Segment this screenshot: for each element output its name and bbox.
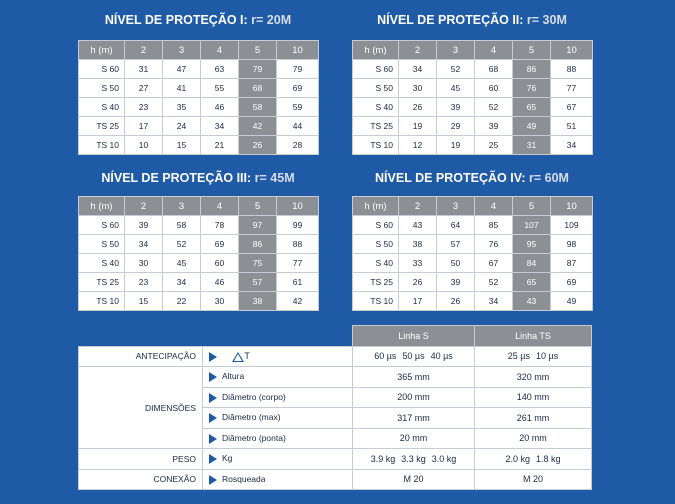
spec-value: 3.9 kg xyxy=(370,453,396,464)
table-row xyxy=(353,79,593,98)
table-cell: 39 xyxy=(437,273,475,292)
table-row xyxy=(79,292,319,311)
table-cell: 31 xyxy=(125,60,163,79)
table-cell: 95 xyxy=(513,235,551,254)
table-row xyxy=(79,235,319,254)
table-cell: 15 xyxy=(125,292,163,311)
column-header-value: 4 xyxy=(201,197,239,216)
table-cell: 30 xyxy=(201,292,239,311)
table-header-row xyxy=(79,41,319,60)
table-cell: 65 xyxy=(513,273,551,292)
table-cell: 12 xyxy=(399,136,437,155)
play-triangle-icon xyxy=(209,454,217,464)
spec-row-altura xyxy=(79,367,592,388)
level-4-title-text: NÍVEL DE PROTEÇÃO IV: xyxy=(375,171,526,185)
spec-row-peso xyxy=(79,449,592,470)
table-cell: 17 xyxy=(399,292,437,311)
table-cell: 15 xyxy=(163,136,201,155)
table-cell: 34 xyxy=(475,292,513,311)
table-cell: 50 xyxy=(437,254,475,273)
table-row xyxy=(79,136,319,155)
table-cell: 107 xyxy=(513,216,551,235)
level-4-title xyxy=(352,171,592,185)
table-cell: 30 xyxy=(399,79,437,98)
spec-diametro-corpo-ts: 140 mm xyxy=(475,387,592,408)
table-cell: 77 xyxy=(551,79,593,98)
spec-col-linha-ts: Linha TS xyxy=(475,326,592,347)
table-cell: 43 xyxy=(513,292,551,311)
spec-diametro-max-s: 317 mm xyxy=(353,408,475,429)
table-cell: 58 xyxy=(239,98,277,117)
spec-diametro-max-ts: 261 mm xyxy=(475,408,592,429)
level-2-radius: r= 30M xyxy=(526,13,567,27)
level-4-radius: r= 60M xyxy=(529,171,569,185)
table-cell: 77 xyxy=(277,254,319,273)
spec-param-label: Rosqueada xyxy=(222,473,266,484)
spec-header-row xyxy=(79,326,592,347)
level-2-title-text: NÍVEL DE PROTEÇÃO II: xyxy=(377,13,524,27)
table-cell: 27 xyxy=(125,79,163,98)
table-cell: 76 xyxy=(513,79,551,98)
table-cell: 34 xyxy=(551,136,593,155)
spec-param-diametro-max xyxy=(203,408,353,429)
table-row xyxy=(353,60,593,79)
column-header-value: 3 xyxy=(163,197,201,216)
table-cell: 26 xyxy=(437,292,475,311)
spec-value: 25 µs xyxy=(507,351,530,362)
level-2-title xyxy=(352,13,592,27)
row-label: S 40 xyxy=(353,254,399,273)
table-cell: 79 xyxy=(277,60,319,79)
table-cell: 46 xyxy=(201,273,239,292)
table-cell: 57 xyxy=(239,273,277,292)
column-header-value: 2 xyxy=(125,197,163,216)
table-cell: 45 xyxy=(437,79,475,98)
play-triangle-icon xyxy=(209,413,217,423)
row-label: TS 10 xyxy=(353,292,399,311)
spec-peso-s xyxy=(353,449,475,470)
table-cell: 88 xyxy=(551,60,593,79)
table-cell: 42 xyxy=(277,292,319,311)
spec-blank-cell xyxy=(203,326,353,347)
table-cell: 28 xyxy=(277,136,319,155)
column-header-value: 2 xyxy=(399,41,437,60)
row-label: TS 10 xyxy=(353,136,399,155)
table-cell: 63 xyxy=(201,60,239,79)
spec-param-label: Kg xyxy=(222,453,233,464)
level-1-table xyxy=(78,40,319,155)
spec-param-altura xyxy=(203,367,353,388)
column-header-height: h (m) xyxy=(353,41,399,60)
spec-value: 3.3 kg xyxy=(401,453,426,464)
column-header-value: 5 xyxy=(513,41,551,60)
table-cell: 26 xyxy=(399,98,437,117)
row-label: S 50 xyxy=(79,235,125,254)
table-cell: 67 xyxy=(551,98,593,117)
table-row xyxy=(79,273,319,292)
table-cell: 69 xyxy=(551,273,593,292)
table-cell: 34 xyxy=(125,235,163,254)
table-cell: 85 xyxy=(475,216,513,235)
table-cell: 88 xyxy=(277,235,319,254)
spec-value: 60 µs xyxy=(374,351,397,362)
column-header-value: 10 xyxy=(551,41,593,60)
column-header-value: 10 xyxy=(277,197,319,216)
column-header-value: 2 xyxy=(125,41,163,60)
spec-diametro-ponta-s: 20 mm xyxy=(353,428,475,449)
column-header-height: h (m) xyxy=(79,41,125,60)
play-triangle-icon xyxy=(209,475,217,485)
table-cell: 68 xyxy=(475,60,513,79)
table-cell: 34 xyxy=(163,273,201,292)
table-cell: 52 xyxy=(475,273,513,292)
level-1-title-text: NÍVEL DE PROTEÇÃO I: xyxy=(104,13,248,27)
table-cell: 23 xyxy=(125,98,163,117)
column-header-value: 2 xyxy=(399,197,437,216)
table-row xyxy=(353,98,593,117)
table-cell: 87 xyxy=(551,254,593,273)
spec-antecipacao-ts xyxy=(475,346,592,367)
table-cell: 34 xyxy=(399,60,437,79)
row-label: TS 10 xyxy=(79,292,125,311)
table-cell: 65 xyxy=(513,98,551,117)
table-row xyxy=(353,292,593,311)
spec-value: 40 µs xyxy=(430,351,453,362)
table-row xyxy=(79,117,319,136)
column-header-value: 10 xyxy=(551,197,593,216)
spec-altura-ts: 320 mm xyxy=(475,367,592,388)
table-cell: 86 xyxy=(513,60,551,79)
spec-value: 1.8 kg xyxy=(536,453,561,464)
table-cell: 43 xyxy=(399,216,437,235)
column-header-value: 5 xyxy=(513,197,551,216)
table-cell: 97 xyxy=(239,216,277,235)
table-row xyxy=(353,117,593,136)
level-3-radius: r= 45M xyxy=(254,171,295,185)
table-row xyxy=(79,216,319,235)
spec-col-linha-s: Linha S xyxy=(353,326,475,347)
table-cell: 99 xyxy=(277,216,319,235)
spec-diametro-corpo-s: 200 mm xyxy=(353,387,475,408)
table-header-row xyxy=(353,197,593,216)
table-cell: 60 xyxy=(475,79,513,98)
table-cell: 52 xyxy=(437,60,475,79)
row-label: S 60 xyxy=(353,216,399,235)
table-row xyxy=(353,254,593,273)
spec-param-label: Diâmetro (ponta) xyxy=(222,432,286,443)
table-cell: 42 xyxy=(239,117,277,136)
spec-cat-dimensoes: DIMENSÕES xyxy=(79,367,203,449)
column-header-value: 5 xyxy=(239,197,277,216)
table-row xyxy=(79,79,319,98)
spec-cat-peso: PESO xyxy=(79,449,203,470)
spec-diametro-ponta-ts: 20 mm xyxy=(475,428,592,449)
row-label: S 60 xyxy=(79,216,125,235)
level-4-table xyxy=(352,196,593,311)
table-cell: 38 xyxy=(399,235,437,254)
table-cell: 41 xyxy=(163,79,201,98)
spec-cat-conexao: CONEXÃO xyxy=(79,469,203,490)
table-cell: 55 xyxy=(201,79,239,98)
spec-param-label: Altura xyxy=(222,371,245,382)
table-cell: 19 xyxy=(399,117,437,136)
table-cell: 39 xyxy=(475,117,513,136)
table-cell: 26 xyxy=(239,136,277,155)
table-cell: 76 xyxy=(475,235,513,254)
row-label: S 40 xyxy=(79,254,125,273)
level-3-table xyxy=(78,196,319,311)
table-cell: 67 xyxy=(475,254,513,273)
spec-conexao-ts: M 20 xyxy=(475,469,592,490)
spec-antecipacao-s xyxy=(353,346,475,367)
spec-param-diametro-corpo xyxy=(203,387,353,408)
spec-row-antecipacao xyxy=(79,346,592,367)
table-cell: 29 xyxy=(437,117,475,136)
table-cell: 58 xyxy=(163,216,201,235)
spec-param-kg xyxy=(203,449,353,470)
row-label: TS 25 xyxy=(79,273,125,292)
table-cell: 64 xyxy=(437,216,475,235)
table-cell: 35 xyxy=(163,98,201,117)
row-label: S 60 xyxy=(79,60,125,79)
column-header-value: 4 xyxy=(201,41,239,60)
table-cell: 39 xyxy=(437,98,475,117)
table-cell: 10 xyxy=(125,136,163,155)
table-cell: 59 xyxy=(277,98,319,117)
spec-table xyxy=(78,325,592,490)
table-cell: 49 xyxy=(513,117,551,136)
table-row xyxy=(79,254,319,273)
table-cell: 45 xyxy=(163,254,201,273)
table-cell: 33 xyxy=(399,254,437,273)
table-cell: 69 xyxy=(201,235,239,254)
level-3-title-text: NÍVEL DE PROTEÇÃO III: xyxy=(101,171,252,185)
table-cell: 24 xyxy=(163,117,201,136)
row-label: S 50 xyxy=(79,79,125,98)
table-cell: 17 xyxy=(125,117,163,136)
table-cell: 38 xyxy=(239,292,277,311)
table-cell: 68 xyxy=(239,79,277,98)
row-label: S 60 xyxy=(353,60,399,79)
spec-value: 3.0 kg xyxy=(431,453,457,464)
table-row xyxy=(353,273,593,292)
table-header-row xyxy=(79,197,319,216)
table-cell: 39 xyxy=(125,216,163,235)
delta-triangle-icon xyxy=(232,352,244,362)
spec-altura-s: 365 mm xyxy=(353,367,475,388)
table-cell: 52 xyxy=(475,98,513,117)
play-triangle-icon xyxy=(209,352,217,362)
row-label: TS 25 xyxy=(353,273,399,292)
table-cell: 60 xyxy=(201,254,239,273)
column-header-value: 3 xyxy=(437,197,475,216)
table-cell: 109 xyxy=(551,216,593,235)
table-cell: 47 xyxy=(163,60,201,79)
spec-param-delta-t xyxy=(203,346,353,367)
table-row xyxy=(353,136,593,155)
level-1-radius: r= 20M xyxy=(251,13,292,27)
spec-row-conexao xyxy=(79,469,592,490)
row-label: TS 10 xyxy=(79,136,125,155)
table-cell: 22 xyxy=(163,292,201,311)
table-cell: 26 xyxy=(399,273,437,292)
table-cell: 61 xyxy=(277,273,319,292)
spec-value: 50 µs xyxy=(402,351,425,362)
spec-param-rosqueada xyxy=(203,469,353,490)
column-header-value: 4 xyxy=(475,197,513,216)
table-cell: 19 xyxy=(437,136,475,155)
spec-value: 10 µs xyxy=(536,351,559,362)
column-header-value: 10 xyxy=(277,41,319,60)
table-cell: 69 xyxy=(277,79,319,98)
table-cell: 75 xyxy=(239,254,277,273)
row-label: TS 25 xyxy=(79,117,125,136)
spec-param-label: Diâmetro (corpo) xyxy=(222,391,286,402)
table-cell: 46 xyxy=(201,98,239,117)
table-cell: 79 xyxy=(239,60,277,79)
spec-param-delta-t-label: T xyxy=(244,350,250,361)
column-header-value: 5 xyxy=(239,41,277,60)
table-cell: 49 xyxy=(551,292,593,311)
table-cell: 86 xyxy=(239,235,277,254)
play-triangle-icon xyxy=(209,393,217,403)
play-triangle-icon xyxy=(209,372,217,382)
table-cell: 34 xyxy=(201,117,239,136)
table-row xyxy=(79,98,319,117)
spec-value: 2.0 kg xyxy=(505,453,530,464)
table-cell: 31 xyxy=(513,136,551,155)
table-header-row xyxy=(353,41,593,60)
level-3-title xyxy=(78,171,318,185)
spec-conexao-s: M 20 xyxy=(353,469,475,490)
row-label: S 40 xyxy=(353,98,399,117)
level-1-title xyxy=(78,13,318,27)
row-label: S 50 xyxy=(353,235,399,254)
table-cell: 44 xyxy=(277,117,319,136)
spec-cat-antecipacao: ANTECIPAÇÃO xyxy=(79,346,203,367)
column-header-height: h (m) xyxy=(79,197,125,216)
table-row xyxy=(353,216,593,235)
play-triangle-icon xyxy=(209,434,217,444)
column-header-value: 3 xyxy=(163,41,201,60)
table-cell: 21 xyxy=(201,136,239,155)
spec-peso-ts xyxy=(475,449,592,470)
row-label: S 50 xyxy=(353,79,399,98)
row-label: TS 25 xyxy=(353,117,399,136)
table-cell: 78 xyxy=(201,216,239,235)
table-cell: 57 xyxy=(437,235,475,254)
table-cell: 23 xyxy=(125,273,163,292)
column-header-height: h (m) xyxy=(353,197,399,216)
table-cell: 25 xyxy=(475,136,513,155)
spec-param-label: Diâmetro (max) xyxy=(222,412,281,423)
column-header-value: 4 xyxy=(475,41,513,60)
table-row xyxy=(353,235,593,254)
table-cell: 98 xyxy=(551,235,593,254)
row-label: S 40 xyxy=(79,98,125,117)
table-cell: 30 xyxy=(125,254,163,273)
table-cell: 84 xyxy=(513,254,551,273)
spec-param-diametro-ponta xyxy=(203,428,353,449)
table-cell: 52 xyxy=(163,235,201,254)
column-header-value: 3 xyxy=(437,41,475,60)
table-cell: 51 xyxy=(551,117,593,136)
spec-blank-cell xyxy=(79,326,203,347)
table-row xyxy=(79,60,319,79)
level-2-table xyxy=(352,40,593,155)
